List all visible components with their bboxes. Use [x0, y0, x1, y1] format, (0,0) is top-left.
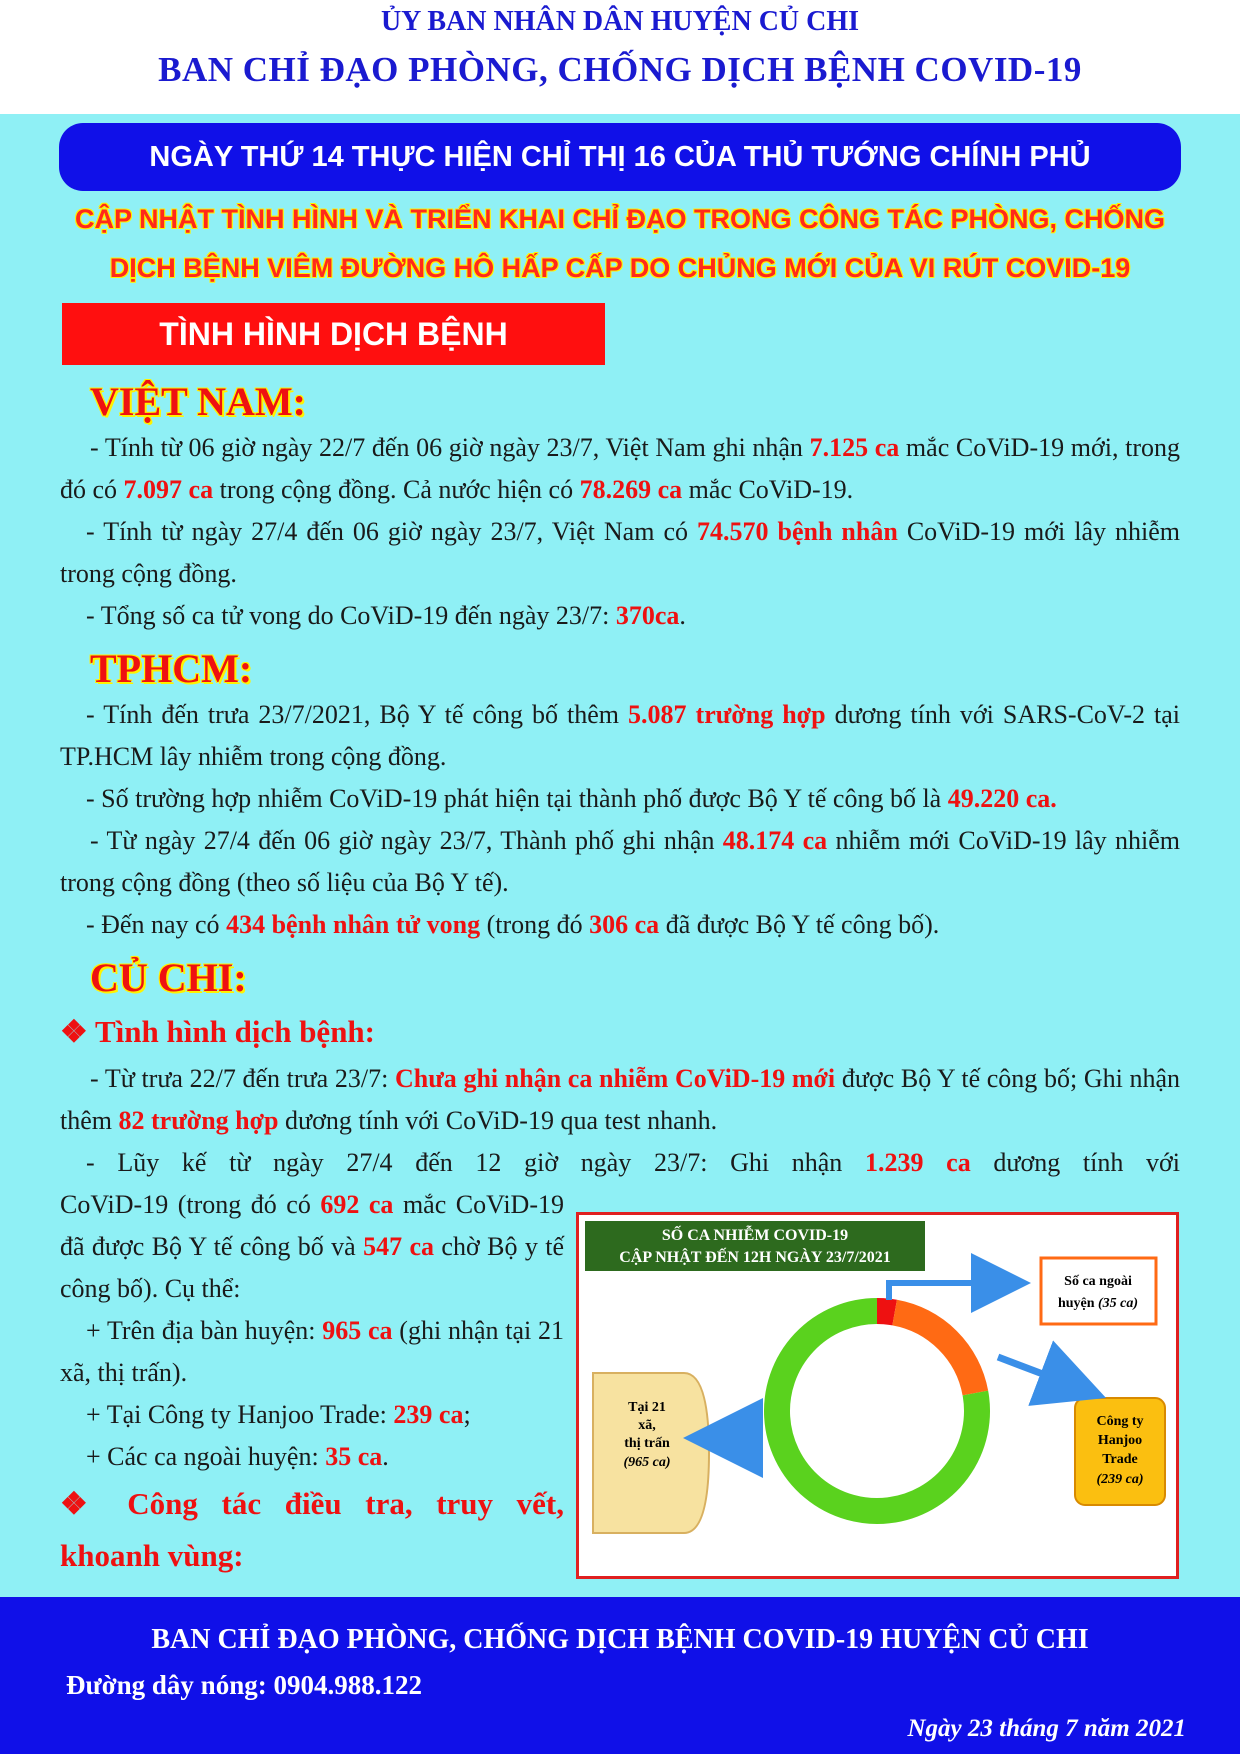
- text-segment: đã được Bộ Y tế công bố).: [659, 910, 940, 939]
- callout-local-l3: thị trấn: [624, 1436, 670, 1451]
- hcm-heading: TPHCM:: [90, 646, 253, 691]
- cuchi-sub1-text: Tình hình dịch bệnh:: [94, 1014, 375, 1049]
- highlight-number: 7.125 ca: [809, 433, 900, 462]
- text-segment: dương tính với CoViD-19 qua test nhanh.: [278, 1106, 718, 1135]
- chart-box: [576, 1212, 1179, 1579]
- text-segment: + Trên địa bàn huyện:: [86, 1316, 323, 1345]
- highlight-number: 692 ca: [320, 1190, 394, 1219]
- donut-slice: [877, 1311, 895, 1313]
- header: [0, 0, 1240, 114]
- cuchi-p3: [60, 1184, 564, 1310]
- hcm-p1: [60, 694, 1180, 778]
- header-line1: ỦY BAN NHÂN DÂN HUYỆN CỦ CHI: [380, 6, 860, 37]
- arrow-company: [998, 1357, 1093, 1393]
- cuchi-p1: [60, 1058, 1180, 1142]
- diamond-icon: ❖: [60, 1486, 128, 1521]
- text-segment: - Tính từ 06 giờ ngày 22/7 đến 06 giờ ngày 23/7, Việt Nam ghi nhận: [90, 433, 810, 462]
- callout-outside-l1: Số ca ngoài: [1064, 1274, 1132, 1289]
- callout-local-l4: (965 ca): [623, 1455, 671, 1470]
- highlight-number: Chưa ghi nhận ca nhiễm CoViD-19 mới: [394, 1064, 836, 1093]
- callout-outside-l2: huyện: [1057, 1296, 1095, 1311]
- text-segment: (trong đó: [480, 910, 590, 939]
- footer: [0, 1597, 1240, 1754]
- highlight-number: 7.097 ca: [123, 475, 214, 504]
- cuchi-p2: [60, 1142, 1180, 1184]
- text-segment: + Các ca ngoài huyện:: [86, 1442, 326, 1471]
- text-segment: - Từ trưa 22/7 đến trưa 23/7:: [90, 1064, 395, 1093]
- vietnam-p1: [60, 427, 1180, 511]
- arrow-outside: [889, 1283, 1019, 1300]
- highlight-number: 35 ca: [325, 1442, 383, 1471]
- highlight-number: 1.239 ca: [864, 1148, 971, 1177]
- text-segment: - Tổng số ca tử vong do CoViD-19 đến ngày 23/7:: [86, 601, 616, 630]
- diamond-icon: ❖: [60, 1014, 95, 1049]
- callout-company-l2: Hanjoo: [1097, 1433, 1143, 1448]
- highlight-number: 48.174 ca: [722, 826, 828, 855]
- footer-date: Ngày 23 tháng 7 năm 2021: [907, 1715, 1186, 1742]
- vietnam-heading: VIỆT NAM:: [90, 379, 306, 424]
- cuchi-sub2: [60, 1486, 564, 1522]
- hcm-p4: [60, 904, 1180, 946]
- text-segment: CoViD-19 mới lây nhiễm trong cộng đồng.: [60, 517, 1180, 588]
- hcm-p2: [60, 778, 1180, 820]
- donut-slices: [777, 1311, 977, 1511]
- callout-company-l1: Công ty: [1096, 1414, 1144, 1429]
- callout-local-l2: xã,: [638, 1418, 656, 1433]
- text-segment: .: [382, 1442, 389, 1471]
- text-segment: ;: [463, 1400, 471, 1429]
- situation-title: TÌNH HÌNH DỊCH BỆNH: [62, 303, 605, 365]
- text-segment: - Đến nay có: [86, 910, 227, 939]
- callout-company-l3: Trade: [1102, 1452, 1138, 1467]
- text-segment: - Tính đến trưa 23/7/2021, Bộ Y tế công bố thêm: [86, 700, 629, 729]
- text-segment: - Tính từ ngày 27/4 đến 06 giờ ngày 23/7, Việt Nam có: [86, 517, 697, 546]
- vietnam-p3: [60, 595, 1180, 637]
- text-segment: CoViD-19 (trong đó có: [60, 1190, 321, 1219]
- cuchi-p4: [60, 1310, 564, 1394]
- chart-title-line2: CẬP NHẬT ĐẾN 12H NGÀY 23/7/2021: [619, 1249, 891, 1266]
- update-line2: DỊCH BỆNH VIÊM ĐƯỜNG HÔ HẤP CẤP DO CHỦNG MỚI CỦA VI RÚT COVID-19: [109, 253, 1131, 283]
- text-segment: - Lũy kế từ ngày 27/4 đến 12 giờ ngày 23/7: Ghi nhận: [86, 1148, 865, 1177]
- text-segment: + Tại Công ty Hanjoo Trade:: [86, 1400, 394, 1429]
- svg-text:huyện (35 ca): [1058, 1296, 1138, 1311]
- text-segment: .: [679, 601, 686, 630]
- highlight-number: 78.269 ca: [579, 475, 683, 504]
- vietnam-p2: [60, 511, 1180, 595]
- text-segment: nhiễm mới CoViD-19 lây nhiễm trong cộng đồng (theo số liệu của Bộ Y tế).: [60, 826, 1180, 897]
- text-segment: mắc CoViD-19.: [682, 475, 854, 504]
- callout-outside-box: [1041, 1258, 1156, 1324]
- text-segment: được Bộ Y tế công bố; Ghi nhận thêm: [60, 1064, 1181, 1135]
- highlight-number: 74.570 bệnh nhân: [697, 517, 898, 546]
- hcm-p3: [60, 820, 1180, 904]
- callout-local-box: [593, 1373, 709, 1533]
- donut-slice: [895, 1313, 976, 1393]
- footer-hotline: Đường dây nóng: 0904.988.122: [66, 1670, 422, 1700]
- text-segment: dương tính với SARS-CoV-2 tại TP.HCM lây nhiễm trong cộng đồng.: [60, 700, 1180, 771]
- highlight-number: 49.220 ca.: [947, 784, 1057, 813]
- highlight-number: 306 ca: [589, 910, 660, 939]
- callout-local-l1: Tại 21: [628, 1400, 666, 1415]
- text-segment: dương tính với: [970, 1148, 1180, 1177]
- text-segment: trong cộng đồng. Cả nước hiện có: [213, 475, 580, 504]
- highlight-number: 370ca: [615, 601, 680, 630]
- cuchi-sub2-text: Công tác điều tra, truy vết,: [127, 1486, 564, 1521]
- cuchi-heading: CỦ CHI:: [90, 955, 247, 1000]
- text-segment: mắc CoViD-19 đã được Bộ Y tế công bố và: [60, 1190, 564, 1261]
- highlight-number: 239 ca: [393, 1400, 464, 1429]
- highlight-number: 82 trường hợp: [118, 1106, 279, 1135]
- highlight-number: 547 ca: [363, 1232, 435, 1261]
- cuchi-p6: [60, 1436, 564, 1478]
- header-line2: BAN CHỈ ĐẠO PHÒNG, CHỐNG DỊCH BỆNH COVID-19: [158, 50, 1082, 89]
- text-segment: - Từ ngày 27/4 đến 06 giờ ngày 23/7, Thành phố ghi nhận: [90, 826, 723, 855]
- highlight-number: 434 bệnh nhân tử vong: [226, 910, 481, 939]
- cuchi-sub2-line2: khoanh vùng:: [60, 1538, 244, 1573]
- banner: NGÀY THỨ 14 THỰC HIỆN CHỈ THỊ 16 CỦA THỦ TƯỚNG CHÍNH PHỦ: [59, 123, 1181, 191]
- text-segment: mắc CoViD-19 mới, trong đó có: [60, 433, 1180, 504]
- highlight-number: 965 ca: [322, 1316, 393, 1345]
- text-segment: (ghi nhận tại 21 xã, thị trấn).: [60, 1316, 564, 1387]
- footer-line1: BAN CHỈ ĐẠO PHÒNG, CHỐNG DỊCH BỆNH COVID-19 HUYỆN CỦ CHI: [151, 1624, 1089, 1655]
- text-segment: chờ Bộ y tế công bố). Cụ thể:: [60, 1232, 564, 1303]
- donut-chart: [579, 1215, 1176, 1576]
- highlight-number: 5.087 trường hợp: [628, 700, 826, 729]
- text-segment: - Số trường hợp nhiễm CoViD-19 phát hiện tại thành phố được Bộ Y tế công bố là: [86, 784, 948, 813]
- chart-title-line1: SỐ CA NHIỄM COVID-19: [661, 1227, 849, 1244]
- callout-company-l4: (239 ca): [1096, 1472, 1144, 1487]
- update-line1: CẬP NHẬT TÌNH HÌNH VÀ TRIỂN KHAI CHỈ ĐẠO TRONG CÔNG TÁC PHÒNG, CHỐNG: [74, 204, 1165, 234]
- cuchi-p5: [60, 1394, 564, 1436]
- cuchi-sub1: [60, 1014, 375, 1050]
- callout-outside-l3: (35 ca): [1098, 1296, 1139, 1311]
